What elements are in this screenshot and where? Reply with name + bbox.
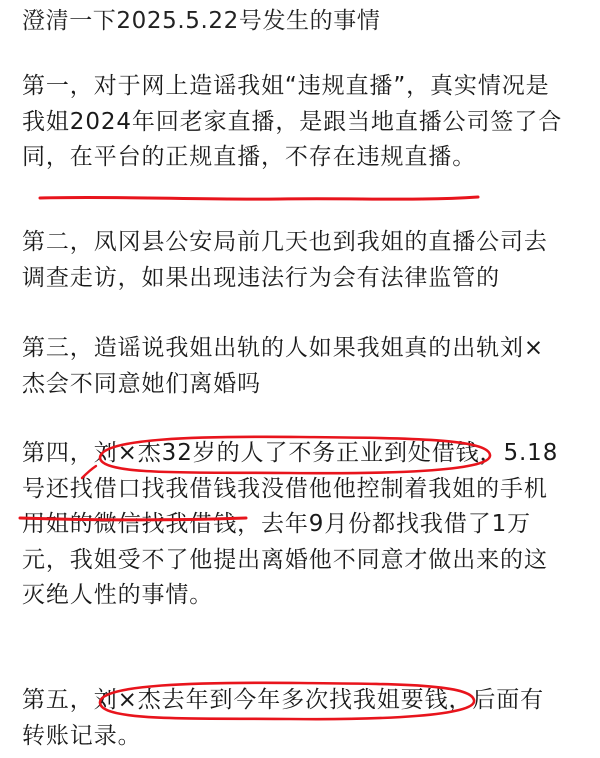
- paragraph-line: 第一，对于网上造谣我姐“违规直播”，真实情况是: [22, 73, 550, 99]
- paragraph-1: [22, 69, 582, 176]
- paragraph-line: 第五，刘×杰去年到今年多次找我姐要钱，后面有: [22, 687, 545, 713]
- paragraph-line: 元，我姐受不了他提出离婚他不同意才做出来的这: [22, 546, 548, 573]
- paragraph-line: 第二，凤冈县公安局前几天也到我姐的直播公司去: [22, 229, 548, 255]
- paragraph-3: [22, 331, 582, 402]
- paragraph-line: 调查走访，如果出现违法行为会有法律监管的: [22, 264, 500, 291]
- paragraph-line: 转账记录。: [22, 722, 142, 749]
- document-title: 澄清一下2025.5.22号发生的事情: [22, 8, 381, 34]
- paragraph-line: 杰会不同意她们离婚吗: [22, 370, 261, 397]
- paragraph-line: 第四，刘×杰32岁的人了不务正业到处借钱，5.18: [22, 440, 559, 466]
- paragraph-line: 灭绝人性的事情。: [22, 582, 214, 608]
- paragraph-4: [22, 436, 582, 614]
- underline-stroke: [40, 197, 478, 199]
- paragraph-5: [22, 683, 582, 754]
- paragraph-line: 第三，造谣说我姐出轨的人如果我姐真的出轨刘×: [22, 335, 545, 361]
- paragraph-line: 我姐2024年回老家直播，是跟当地直播公司签了合: [22, 108, 563, 135]
- paragraph-line: 用姐的微信找我借钱，去年9月份都找我借了1万: [22, 511, 532, 537]
- paragraph-line: 同，在平台的正规直播，不存在违规直播。: [22, 144, 477, 170]
- paragraph-2: [22, 225, 582, 296]
- paragraph-line: 号还找借口找我借钱我没借他他控制着我姐的手机: [22, 475, 548, 502]
